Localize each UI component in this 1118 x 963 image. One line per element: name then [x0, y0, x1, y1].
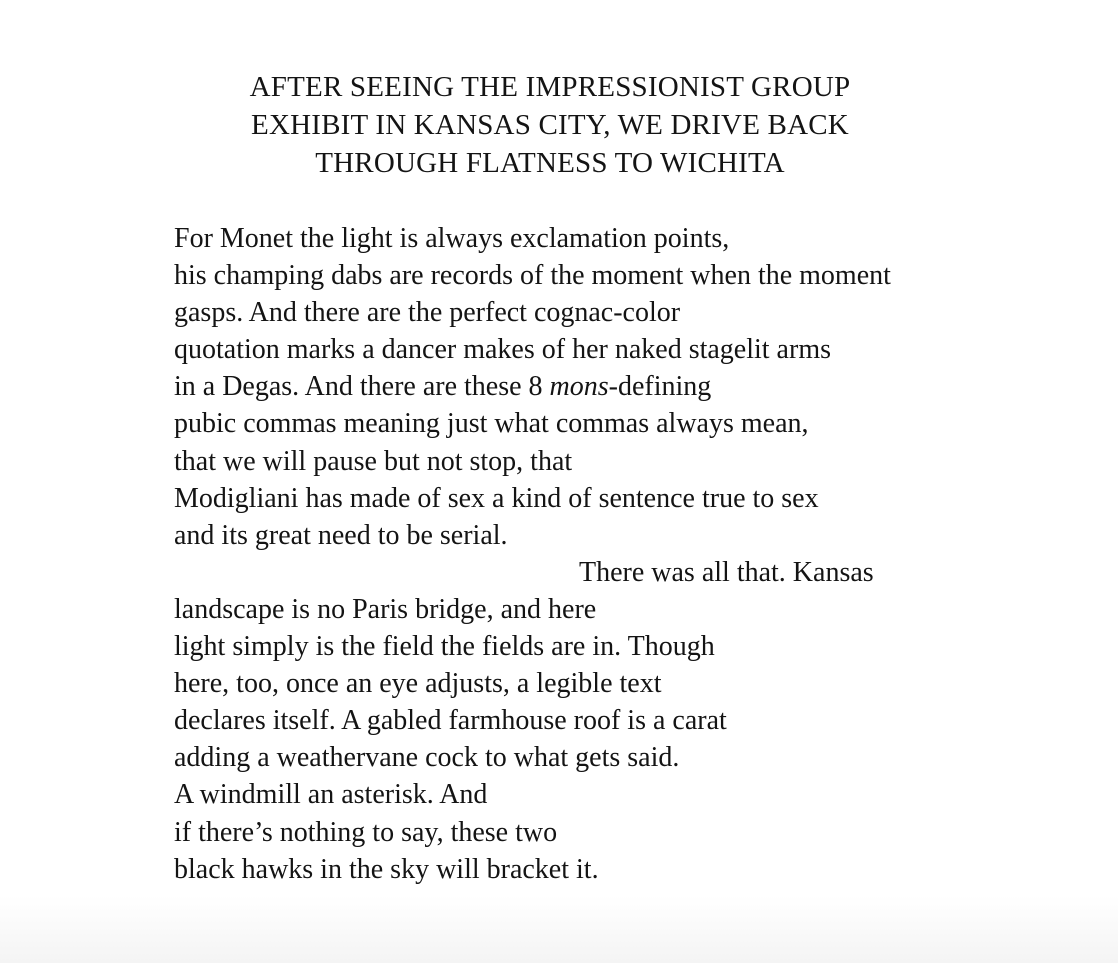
title-line-1: AFTER SEEING THE IMPRESSIONIST GROUP: [249, 71, 851, 103]
poem-line-7: that we will pause but not stop, that: [174, 445, 573, 477]
poem-line-9: and its great need to be serial.: [174, 519, 508, 551]
poem-line-15: adding a weathervane cock to what gets said.: [174, 742, 680, 774]
poem-line-11: landscape is no Paris bridge, and here: [174, 593, 597, 625]
poem-line-10: There was all that. Kansas: [579, 556, 874, 588]
poem-line-13: here, too, once an eye adjusts, a legible text: [174, 668, 662, 700]
title-line-3: THROUGH FLATNESS TO WICHITA: [315, 147, 785, 179]
poem-line-4: quotation marks a dancer makes of her naked stagelit arms: [174, 334, 831, 366]
poem-line-2: his champing dabs are records of the moment when the moment: [174, 260, 891, 292]
title-line-2: EXHIBIT IN KANSAS CITY, WE DRIVE BACK: [251, 109, 849, 141]
poem-line-1: For Monet the light is always exclamation points,: [174, 223, 730, 254]
poem-line-8: Modigliani has made of sex a kind of sentence true to sex: [174, 482, 819, 514]
poem-title: [0, 68, 1100, 182]
poem-line-5-start: in a Degas. And there are these 8: [174, 371, 550, 403]
poem-line-14: declares itself. A gabled farmhouse roof is a carat: [174, 705, 727, 737]
poem-body: [174, 220, 1034, 888]
poem-line-5: [174, 368, 1034, 405]
poem-line-5-italic-word: mons: [549, 371, 609, 403]
poem-line-16: A windmill an asterisk. And: [174, 779, 488, 811]
poem-line-5-end: -defining: [608, 371, 712, 403]
poem-line-18: black hawks in the sky will bracket it.: [174, 853, 599, 885]
poem-line-17: if there’s nothing to say, these two: [174, 816, 558, 848]
poem-line-6: pubic commas meaning just what commas always mean,: [174, 408, 809, 440]
poem-line-12: light simply is the field the fields are in. Though: [174, 631, 715, 663]
poem-line-3: gasps. And there are the perfect cognac-color: [174, 297, 681, 329]
